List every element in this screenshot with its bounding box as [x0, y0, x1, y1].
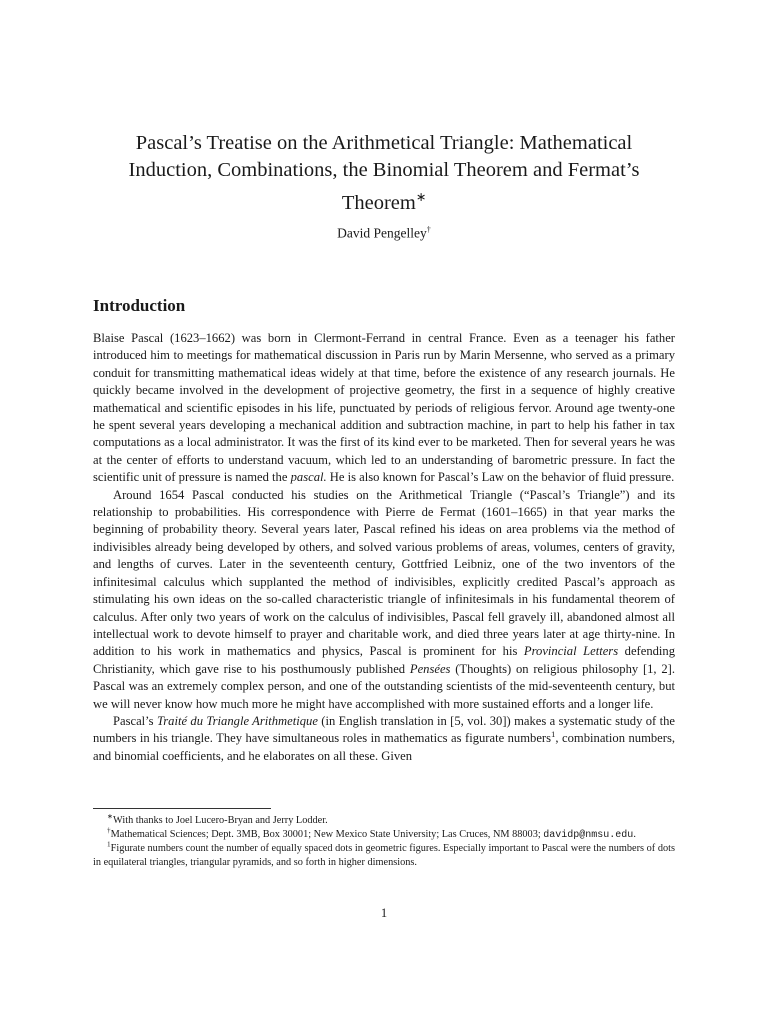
paper-page [93, 0, 675, 1024]
author-email: davidp@nmsu.edu [543, 829, 634, 841]
author-line [93, 225, 675, 242]
footnote-3-text: Figurate numbers count the number of equally spaced dots in geometric figures. Especially important to Pascal were the numbers of dots in equilateral triangles, triangular pyramids, and so forth in higher dimensions. [93, 843, 675, 868]
title-footnote-mark: ∗ [415, 190, 427, 204]
footnote-3 [93, 842, 675, 869]
page-number: 1 [380, 906, 388, 920]
p3-emphasis: Traité du Triangle Arithmetique [156, 713, 318, 728]
paper-title [93, 130, 675, 217]
footnote-2-text: Mathematical Sciences; Dept. 3MB, Box 30001; New Mexico State University; Las Cruces, NM 88003; [110, 828, 544, 840]
p2-emphasis-2: Pensées [409, 661, 451, 676]
p1-text: Blaise Pascal (1623–1662) was born in Clermont-Ferrand in central France. Even as a teenager his father introduced him to meetings for mathematical discussion in Paris run by Marin Mersenne, who served as a primary conduit for transmitting mathematical ideas widely at that time, before the existence of any research journals. He quickly became involved in the development of projective geometry, the first in a sequence of highly creative mathematical and scientific episodes in his life, punctuated by periods of religious fervor. Around age twenty-one he spent several years developing a mechanical addition and subtraction machine, in part to help his father in tax computations as a local administrator. It was the first of its kind ever to be marketed. Then for several years he was at the center of efforts to understand vacuum, which led to an understanding of barometric pressure. In fact the scientific unit of pressure is named the [93, 331, 675, 485]
paragraph-2 [93, 487, 675, 713]
body-text [93, 330, 675, 765]
p2-text: Around 1654 Pascal conducted his studies on the Arithmetical Triangle (“Pascal’s Triangle”) and its relationship to probabilities. His correspondence with Pierre de Fermat (1601–1665) in that year marks the beginning of probability theory. Several years later, Pascal refined his ideas on area problems via the method of indivisibles already being developed by others, and solved various problems of areas, volumes, centers of gravity, and lengths of curves. Later in the seventeenth century, Gottfried Leibniz, one of the two inventors of the infinitesimal calculus which supplanted the method of indivisibles, explicitly credited Pascal’s approach as stimulating his own ideas on the so-called characteristic triangle of infinitesimals in his fundamental theorem of calculus. After only two years of work on the calculus of indivisibles, Pascal fell gravely ill, abandoned almost all intellectual work to devote himself to prayer and charitable work, and died three years later at age thirty-nine. In addition to his work in mathematics and physics, Pascal is prominent for his [93, 487, 675, 659]
footnote-2 [93, 828, 675, 843]
footnote-rule [93, 808, 271, 809]
paragraph-3 [93, 713, 675, 765]
author-footnote-mark: † [426, 225, 431, 234]
paragraph-1 [93, 330, 675, 487]
title-text: Pascal’s Treatise on the Arithmetical Triangle: Mathematical Induction, Combinations, the Binomial Theorem and Fermat’s Theorem [128, 132, 640, 214]
p3-text-b: , combination numbers, and binomial coefficients, and he elaborates on all these. Given [93, 731, 675, 763]
p3-head: Pascal’s [113, 713, 157, 728]
p3-text-a: (in English translation in [5, vol. 30]) makes a systematic study of the numbers in his triangle. They have simultaneous roles in mathematics as figurate numbers [93, 713, 675, 746]
p2-mid: defending Christianity, which gave rise to his posthumously published [93, 644, 676, 676]
footnote-1-text: With thanks to Joel Lucero-Bryan and Jerry Lodder. [113, 815, 328, 826]
p2-emphasis-1: Provincial Letters [523, 644, 619, 659]
p1-emphasis: pascal. [290, 470, 327, 485]
section-heading: Introduction [93, 296, 186, 315]
footnote-3-mark: 1 [107, 840, 111, 849]
footnote-2-mark: † [107, 826, 111, 835]
p1-tail: He is also known for Pascal’s Law on the behavior of fluid pressure. [326, 470, 675, 485]
footnote-1-mark: ∗ [107, 812, 114, 821]
footnote-2-end: . [633, 828, 636, 840]
author-name: David Pengelley [337, 225, 427, 241]
p3-footnote-mark: 1 [551, 729, 556, 740]
footnotes [93, 814, 675, 869]
footnote-1 [93, 814, 675, 828]
p2-tail: (Thoughts) on religious philosophy [1, 2]. Pascal was an extremely complex person, and one of the outstanding scientists of the mid-seventeenth century, but we will never know how much more he might have accomplished with more sustained efforts and a longer life. [93, 661, 675, 711]
